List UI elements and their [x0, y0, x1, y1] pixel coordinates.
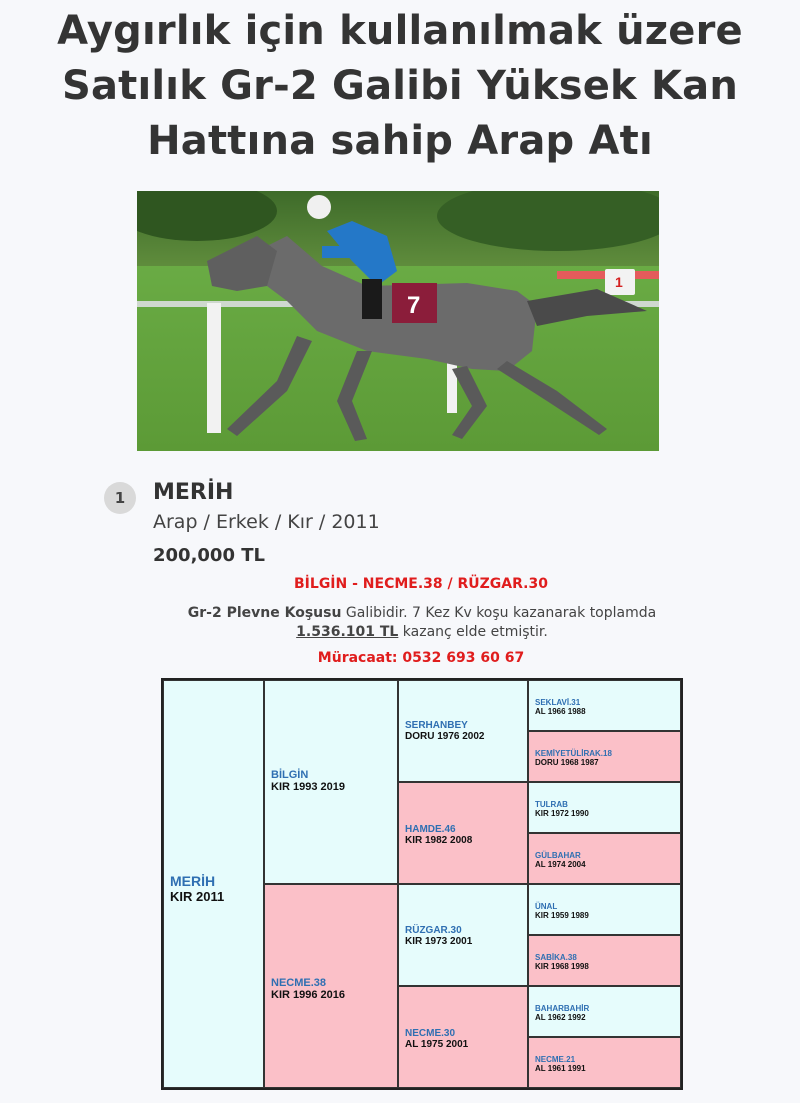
pedigree-table — [161, 678, 683, 1090]
pedigree-granddam-1 — [398, 782, 528, 884]
pedigree-name: SERHANBEY — [405, 720, 468, 731]
pedigree-ggp-1 — [528, 680, 681, 731]
pedigree-name: NECME.38 — [271, 977, 327, 989]
pedigree-detail: AL 1961 1991 — [535, 1064, 586, 1073]
horse-description: Arap / Erkek / Kır / 2011 — [153, 511, 380, 533]
pedigree-name: SABİKA.38 — [535, 953, 577, 962]
race-info — [160, 604, 684, 642]
title-line: Aygırlık için kullanılmak üzere — [57, 8, 743, 54]
pedigree-name: BAHARBAHİR — [535, 1004, 590, 1013]
pedigree-name: HAMDE.46 — [405, 824, 456, 835]
pedigree-detail: KIR 1982 2008 — [405, 835, 473, 846]
race-info-text: Galibidir. 7 Kez Kv koşu kazanarak toplamda — [341, 605, 657, 621]
pedigree-detail: KIR 1993 2019 — [271, 781, 345, 793]
race-name: Gr-2 Plevne Koşusu — [187, 605, 342, 621]
contact-phone: Müracaat: 0532 693 60 67 — [317, 650, 525, 666]
marker-number: 1 — [615, 274, 623, 290]
pedigree-name: BİLGİN — [271, 769, 309, 781]
pedigree-detail: KIR 1973 2001 — [405, 936, 473, 947]
pedigree-detail: KIR 2011 — [170, 889, 225, 904]
listing-number-badge: 1 — [104, 482, 136, 514]
pedigree-detail: AL 1962 1992 — [535, 1013, 586, 1022]
pedigree-ggp-3 — [528, 782, 681, 833]
lineage-text: BİLGİN - NECME.38 / RÜZGAR.30 — [294, 576, 548, 592]
title-line: Hattına sahip Arap Atı — [147, 118, 653, 164]
pedigree-name: TULRAB — [535, 800, 568, 809]
pedigree-detail: KIR 1972 1990 — [535, 809, 589, 818]
pedigree-ggp-6 — [528, 935, 681, 986]
earnings-amount: 1.536.101 TL — [296, 624, 399, 640]
pedigree-detail: KIR 1959 1989 — [535, 911, 589, 920]
pedigree-name: SEKLAVİ.31 — [535, 698, 581, 707]
pedigree-ggp-2 — [528, 731, 681, 782]
pedigree-granddam-2 — [398, 986, 528, 1088]
pedigree-name: NECME.30 — [405, 1028, 456, 1039]
pedigree-sire — [264, 680, 398, 884]
horse-price: 200,000 TL — [153, 545, 265, 566]
pedigree-ggp-8 — [528, 1037, 681, 1088]
pedigree-ggp-4 — [528, 833, 681, 884]
pedigree-detail: KIR 1996 2016 — [271, 989, 345, 1001]
pedigree-name: GÜLBAHAR — [535, 851, 581, 860]
pedigree-name: KEMİYETÜLİRAK.18 — [535, 749, 612, 758]
pedigree-detail: AL 1975 2001 — [405, 1039, 469, 1050]
pedigree-detail: AL 1966 1988 — [535, 707, 586, 716]
pedigree-grandsire-2 — [398, 884, 528, 986]
pedigree-ggp-7 — [528, 986, 681, 1037]
horse-name: MERİH — [153, 480, 234, 505]
pedigree-grandsire-1 — [398, 680, 528, 782]
pedigree-name: MERİH — [170, 873, 216, 889]
pedigree-detail: DORU 1976 2002 — [405, 731, 485, 742]
pedigree-detail: DORU 1968 1987 — [535, 758, 599, 767]
pedigree-dam — [264, 884, 398, 1088]
pedigree-detail: KIR 1968 1998 — [535, 962, 589, 971]
pedigree-name: ÜNAL — [535, 902, 558, 911]
saddle-number: 7 — [407, 292, 421, 319]
title-line: Satılık Gr-2 Galibi Yüksek Kan — [61, 63, 739, 109]
pedigree-name: RÜZGAR.30 — [405, 925, 462, 936]
pedigree-name: NECME.21 — [535, 1055, 576, 1064]
pedigree-ggp-5 — [528, 884, 681, 935]
race-info-text-2: kazanç elde etmiştir. — [398, 624, 548, 640]
pedigree-subject — [163, 680, 264, 1088]
horse-photo — [137, 191, 659, 451]
page-title — [0, 4, 800, 169]
pedigree-detail: AL 1974 2004 — [535, 860, 586, 869]
